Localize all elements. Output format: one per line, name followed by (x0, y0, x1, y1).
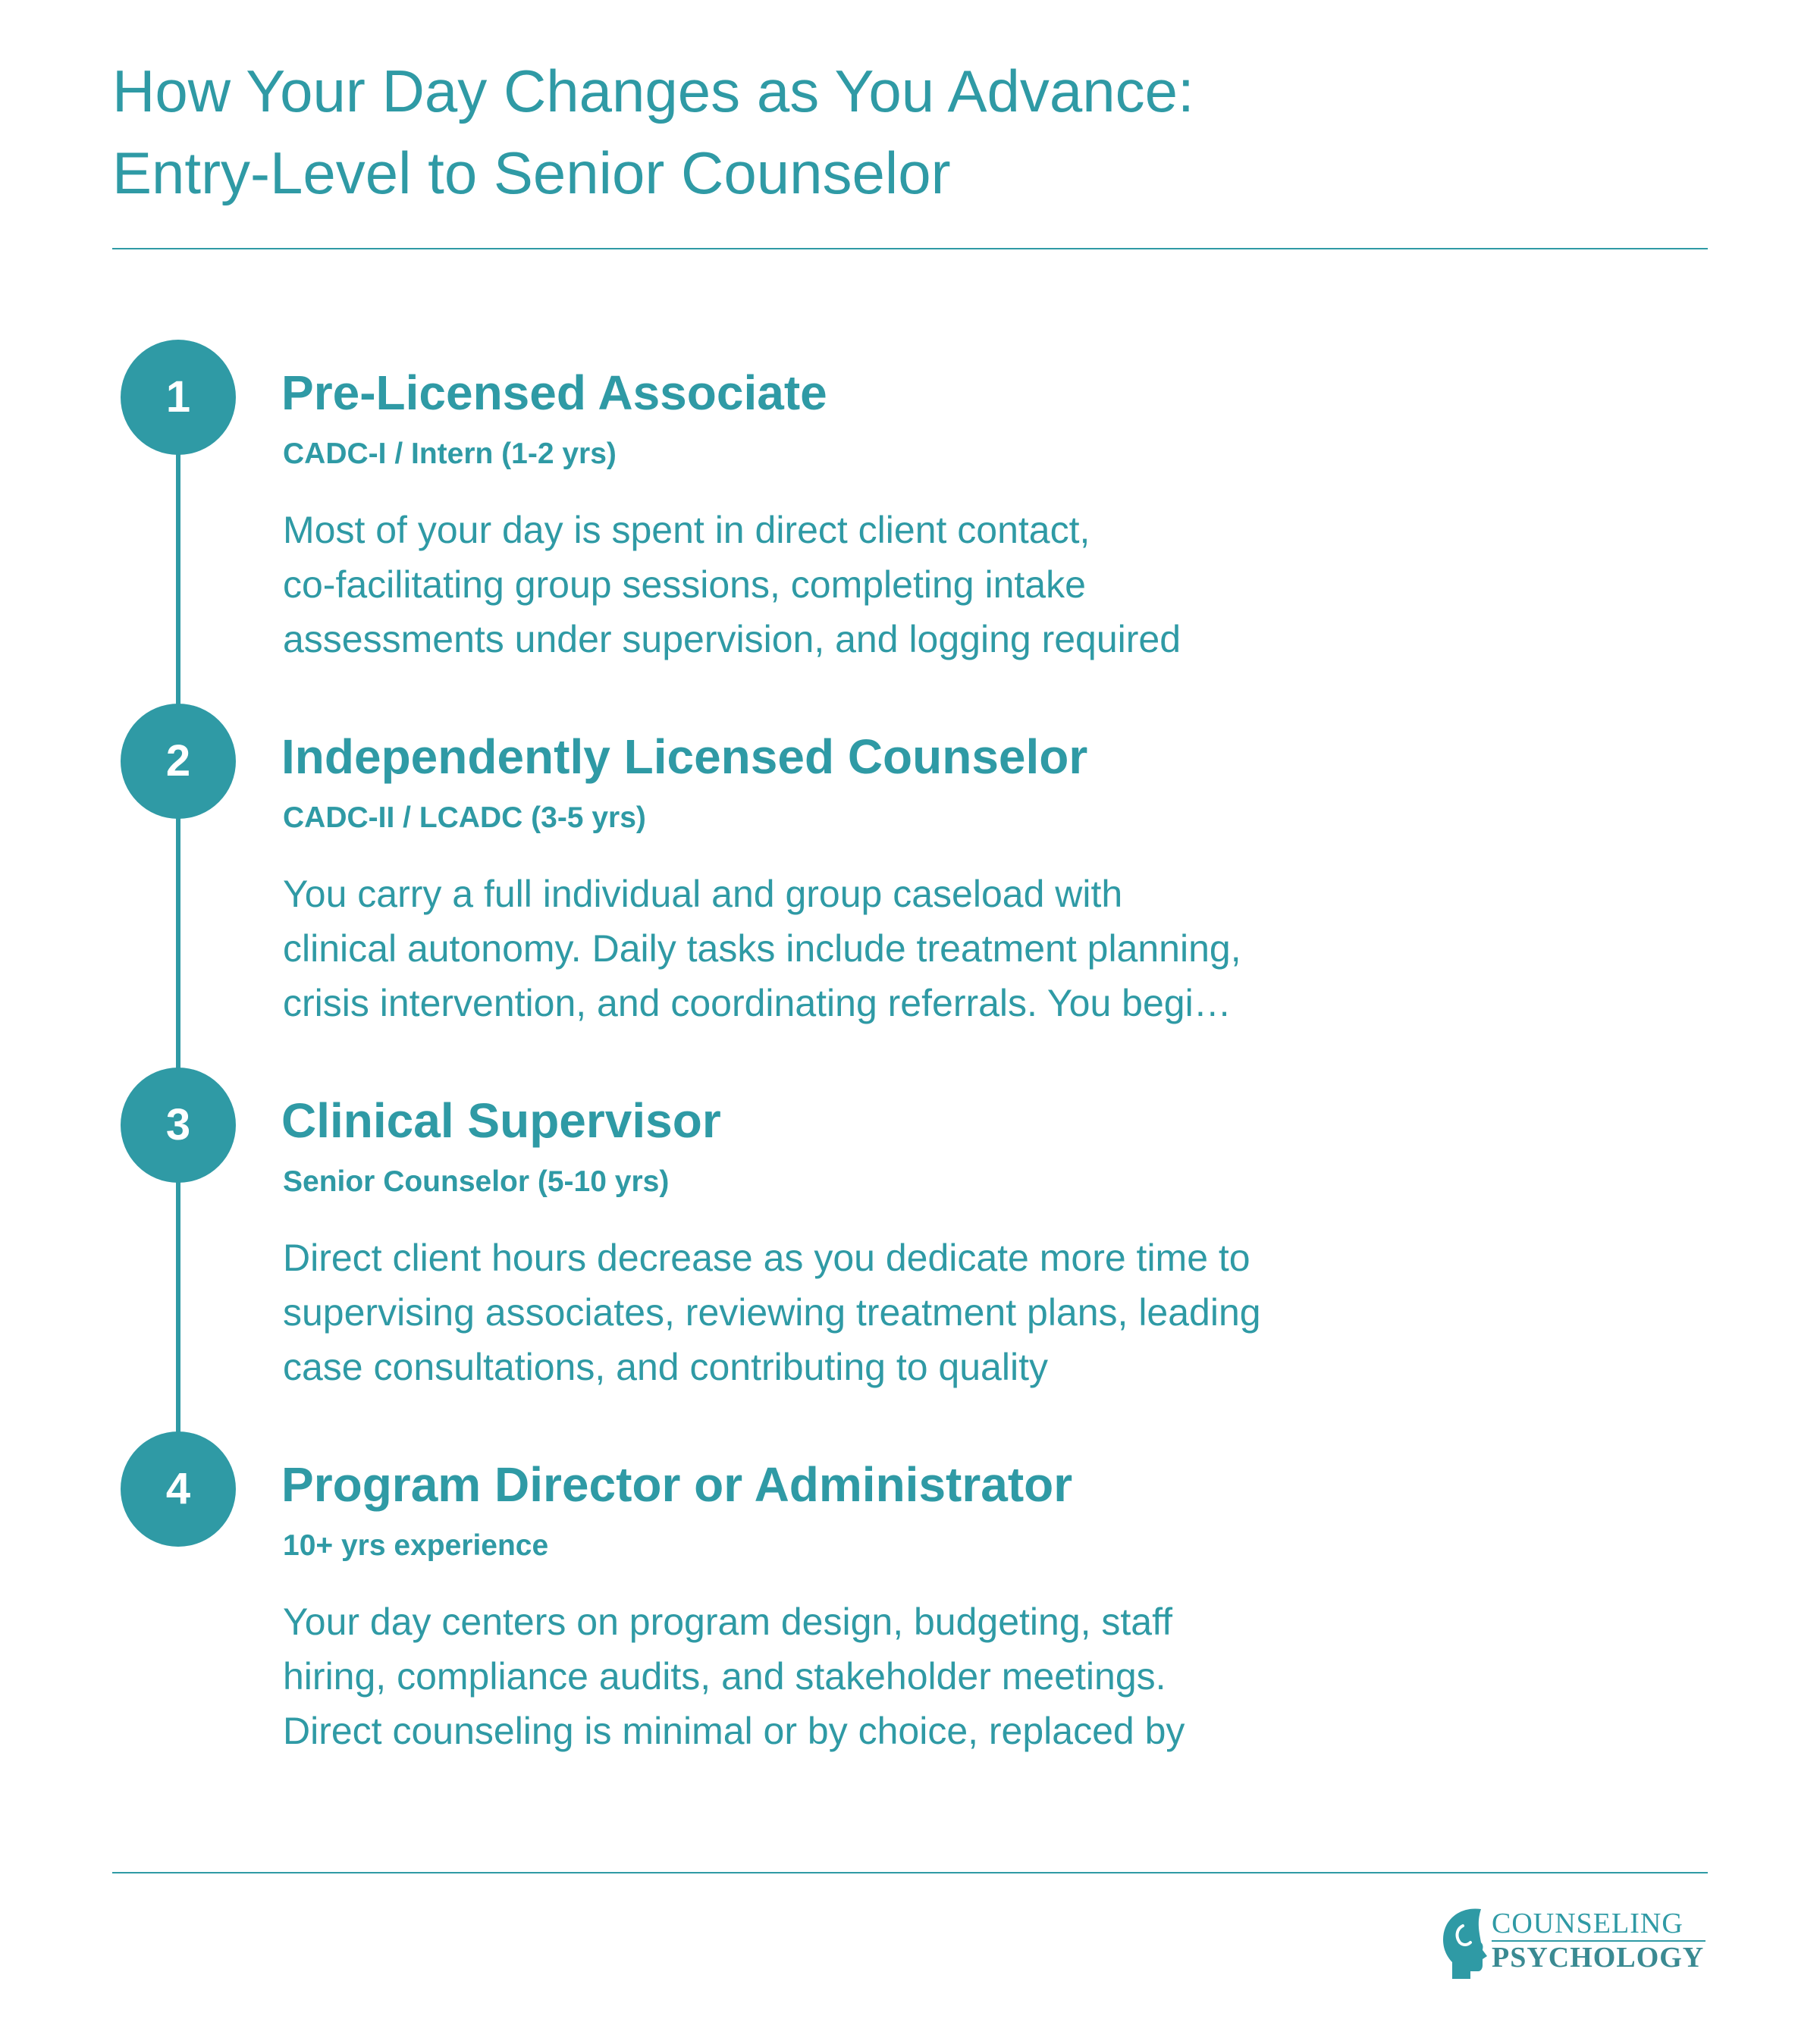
step-description-line: co-facilitating group sessions, completing intake (283, 563, 1086, 606)
step-description-line: hiring, compliance audits, and stakeholder meetings. (283, 1655, 1166, 1698)
step-description-line: crisis intervention, and coordinating referrals. You begi… (283, 982, 1232, 1024)
step-description-line: Your day centers on program design, budgeting, staff (283, 1601, 1172, 1643)
step-title: Program Director or Administrator (281, 1457, 1073, 1512)
step-number-badge: 2 (121, 704, 236, 819)
page-title (112, 50, 1705, 214)
step-title: Independently Licensed Counselor (281, 729, 1088, 784)
logo-word-counseling: COUNSELING (1492, 1908, 1684, 1939)
step-title: Pre-Licensed Associate (281, 365, 827, 420)
page-title-line-1: How Your Day Changes as You Advance: (112, 58, 1194, 124)
step-number-badge: 3 (121, 1068, 236, 1183)
counseling-psychology-logo (1437, 1903, 1714, 1983)
step-subtitle: 10+ yrs experience (283, 1529, 549, 1562)
top-divider (112, 248, 1708, 249)
step-description (283, 1594, 1185, 1758)
step-description-line: supervising associates, reviewing treatment plans, leading (283, 1291, 1261, 1334)
step-description-line: clinical autonomy. Daily tasks include treatment planning, (283, 927, 1241, 970)
step-number-badge: 4 (121, 1431, 236, 1547)
step-description (283, 1231, 1261, 1394)
logo-word-psychology: PSYCHOLOGY (1492, 1942, 1705, 1974)
step-subtitle: CADC-II / LCADC (3-5 yrs) (283, 801, 646, 834)
step-description-line: Most of your day is spent in direct client contact, (283, 509, 1090, 551)
step-title: Clinical Supervisor (281, 1093, 721, 1148)
step-description (283, 867, 1241, 1030)
step-description-line: assessments under supervision, and logging required (283, 618, 1181, 660)
step-subtitle: Senior Counselor (5-10 yrs) (283, 1165, 670, 1198)
step-description-line: Direct client hours decrease as you dedicate more time to (283, 1237, 1250, 1279)
page-title-line-2: Entry-Level to Senior Counselor (112, 140, 951, 206)
timeline-connector (176, 398, 180, 1501)
head-profile-icon (1437, 1903, 1490, 1983)
step-description (283, 503, 1181, 666)
step-number-badge: 1 (121, 340, 236, 455)
step-description-line: You carry a full individual and group caseload with (283, 873, 1123, 915)
step-description-line: case consultations, and contributing to quality (283, 1346, 1048, 1388)
step-subtitle: CADC-I / Intern (1-2 yrs) (283, 437, 617, 470)
bottom-divider (112, 1872, 1708, 1873)
step-description-line: Direct counseling is minimal or by choice, replaced by (283, 1710, 1185, 1752)
